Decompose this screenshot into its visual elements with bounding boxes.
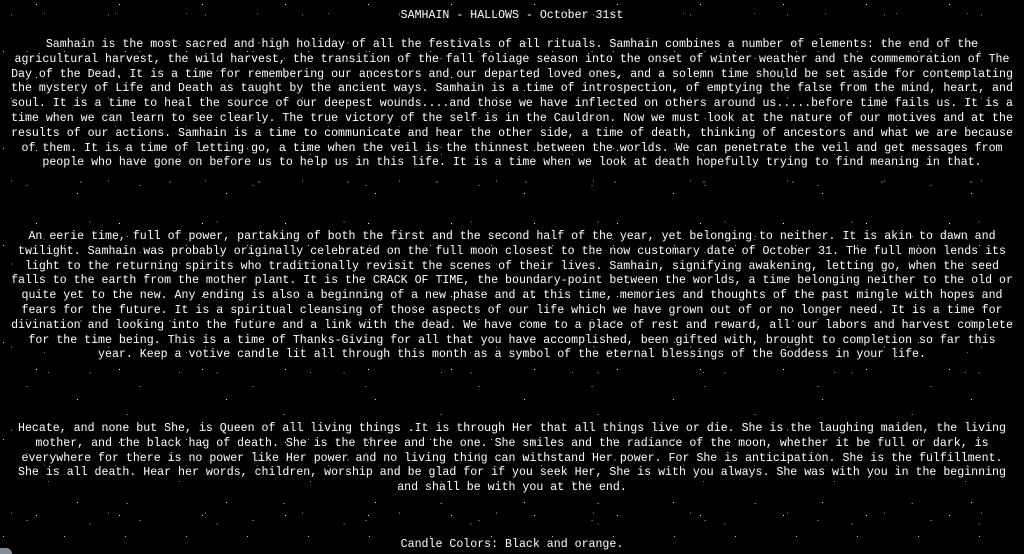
scroll-indicator[interactable] (0, 548, 12, 554)
page-title: SAMHAIN - HALLOWS - October 31st (400, 9, 624, 22)
document-page (10, 0, 1014, 554)
candle-colors-line: Candle Colors: Black and orange. (400, 538, 624, 551)
paragraph-eerie-time: An eerie time, full of power, partaking of both the first and the second half of the year, yet belonging to neither. It is akin to dawn and twilight. Samhain was probably originally celebrated on the full moon closest to the now customary date of October 31. The full moon lends its light to the returning spirits who traditionally revisit the scenes of their lives. Samhain, signifying awakening, letting go, when the seed falls to the earth from the mother plant. It is the CRACK OF TIME, the boundary-point between the worlds, a time belonging neither to the old or quite yet to the new. Any ending is also a beginning of a new phase and at this time, memories and thoughts of the past mingle with hopes and fears for the future. It is a spiritual cleansing of those aspects of our life which we have grown out of or no longer need. It is a time for divination and looking into the future and a link with the dead. We have come to a place of rest and reward, all our labors and harvest complete for the time being. This is a time of Thanks-Giving for all that you have accomplished, been gifted with, brought to completion so far this year. Keep a votive candle lit all through this month as a symbol of the eternal blessings of the Goddess in your life. (11, 230, 1013, 362)
paragraph-samhain-intro: Samhain is the most sacred and high holiday of all the festivals of all rituals. Samhain combines a number of elements: the end of the agricultural harvest, the wild harvest, the transition of the fall foliage season into the onset of winter weather and the commemoration of The Day of the Dead. It is a time for remembering our ancestors and our departed loved ones, and a solemn time should be set aside for contemplating the mystery of Life and Death as taught by the ancient ways. Samhain is a time of introspection, of emptying the false from the mind, heart, and soul. It is a time to heal the source of our deepest wounds....and those we have inflected on others around us.....before time fails us. It is a time when we can learn to see clearly. The true victory of the self is in the Cauldron. Now we must look at the nature of our motives and at the results of our actions. Samhain is a time to communicate and hear the other side, a time of death, thinking of ancestors and what we are because of them. It is a time of letting go, a time when the veil is the thinnest between the worlds. We can penetrate the veil and get messages from people who have gone on before us to help us in this life. It is a time when we look at death hopefully trying to find meaning in that. (11, 38, 1013, 170)
paragraph-hecate: Hecate, and none but She, is Queen of all living things .It is through Her that all things live or die. She is the laughing maiden, the living mother, and the black hag of death. She is the three and the one. She smiles and the radiance of the moon, whether it be full or dark, is everywhere for there is no power like Her power and no living thing can withstand Her power. For She is anticipation. She is the fulfillment. She is all death. Hear her words, children, worship and be glad for if you seek Her, She is with you always. She was with you in the beginning and shall be with you at the end. (18, 422, 1006, 495)
